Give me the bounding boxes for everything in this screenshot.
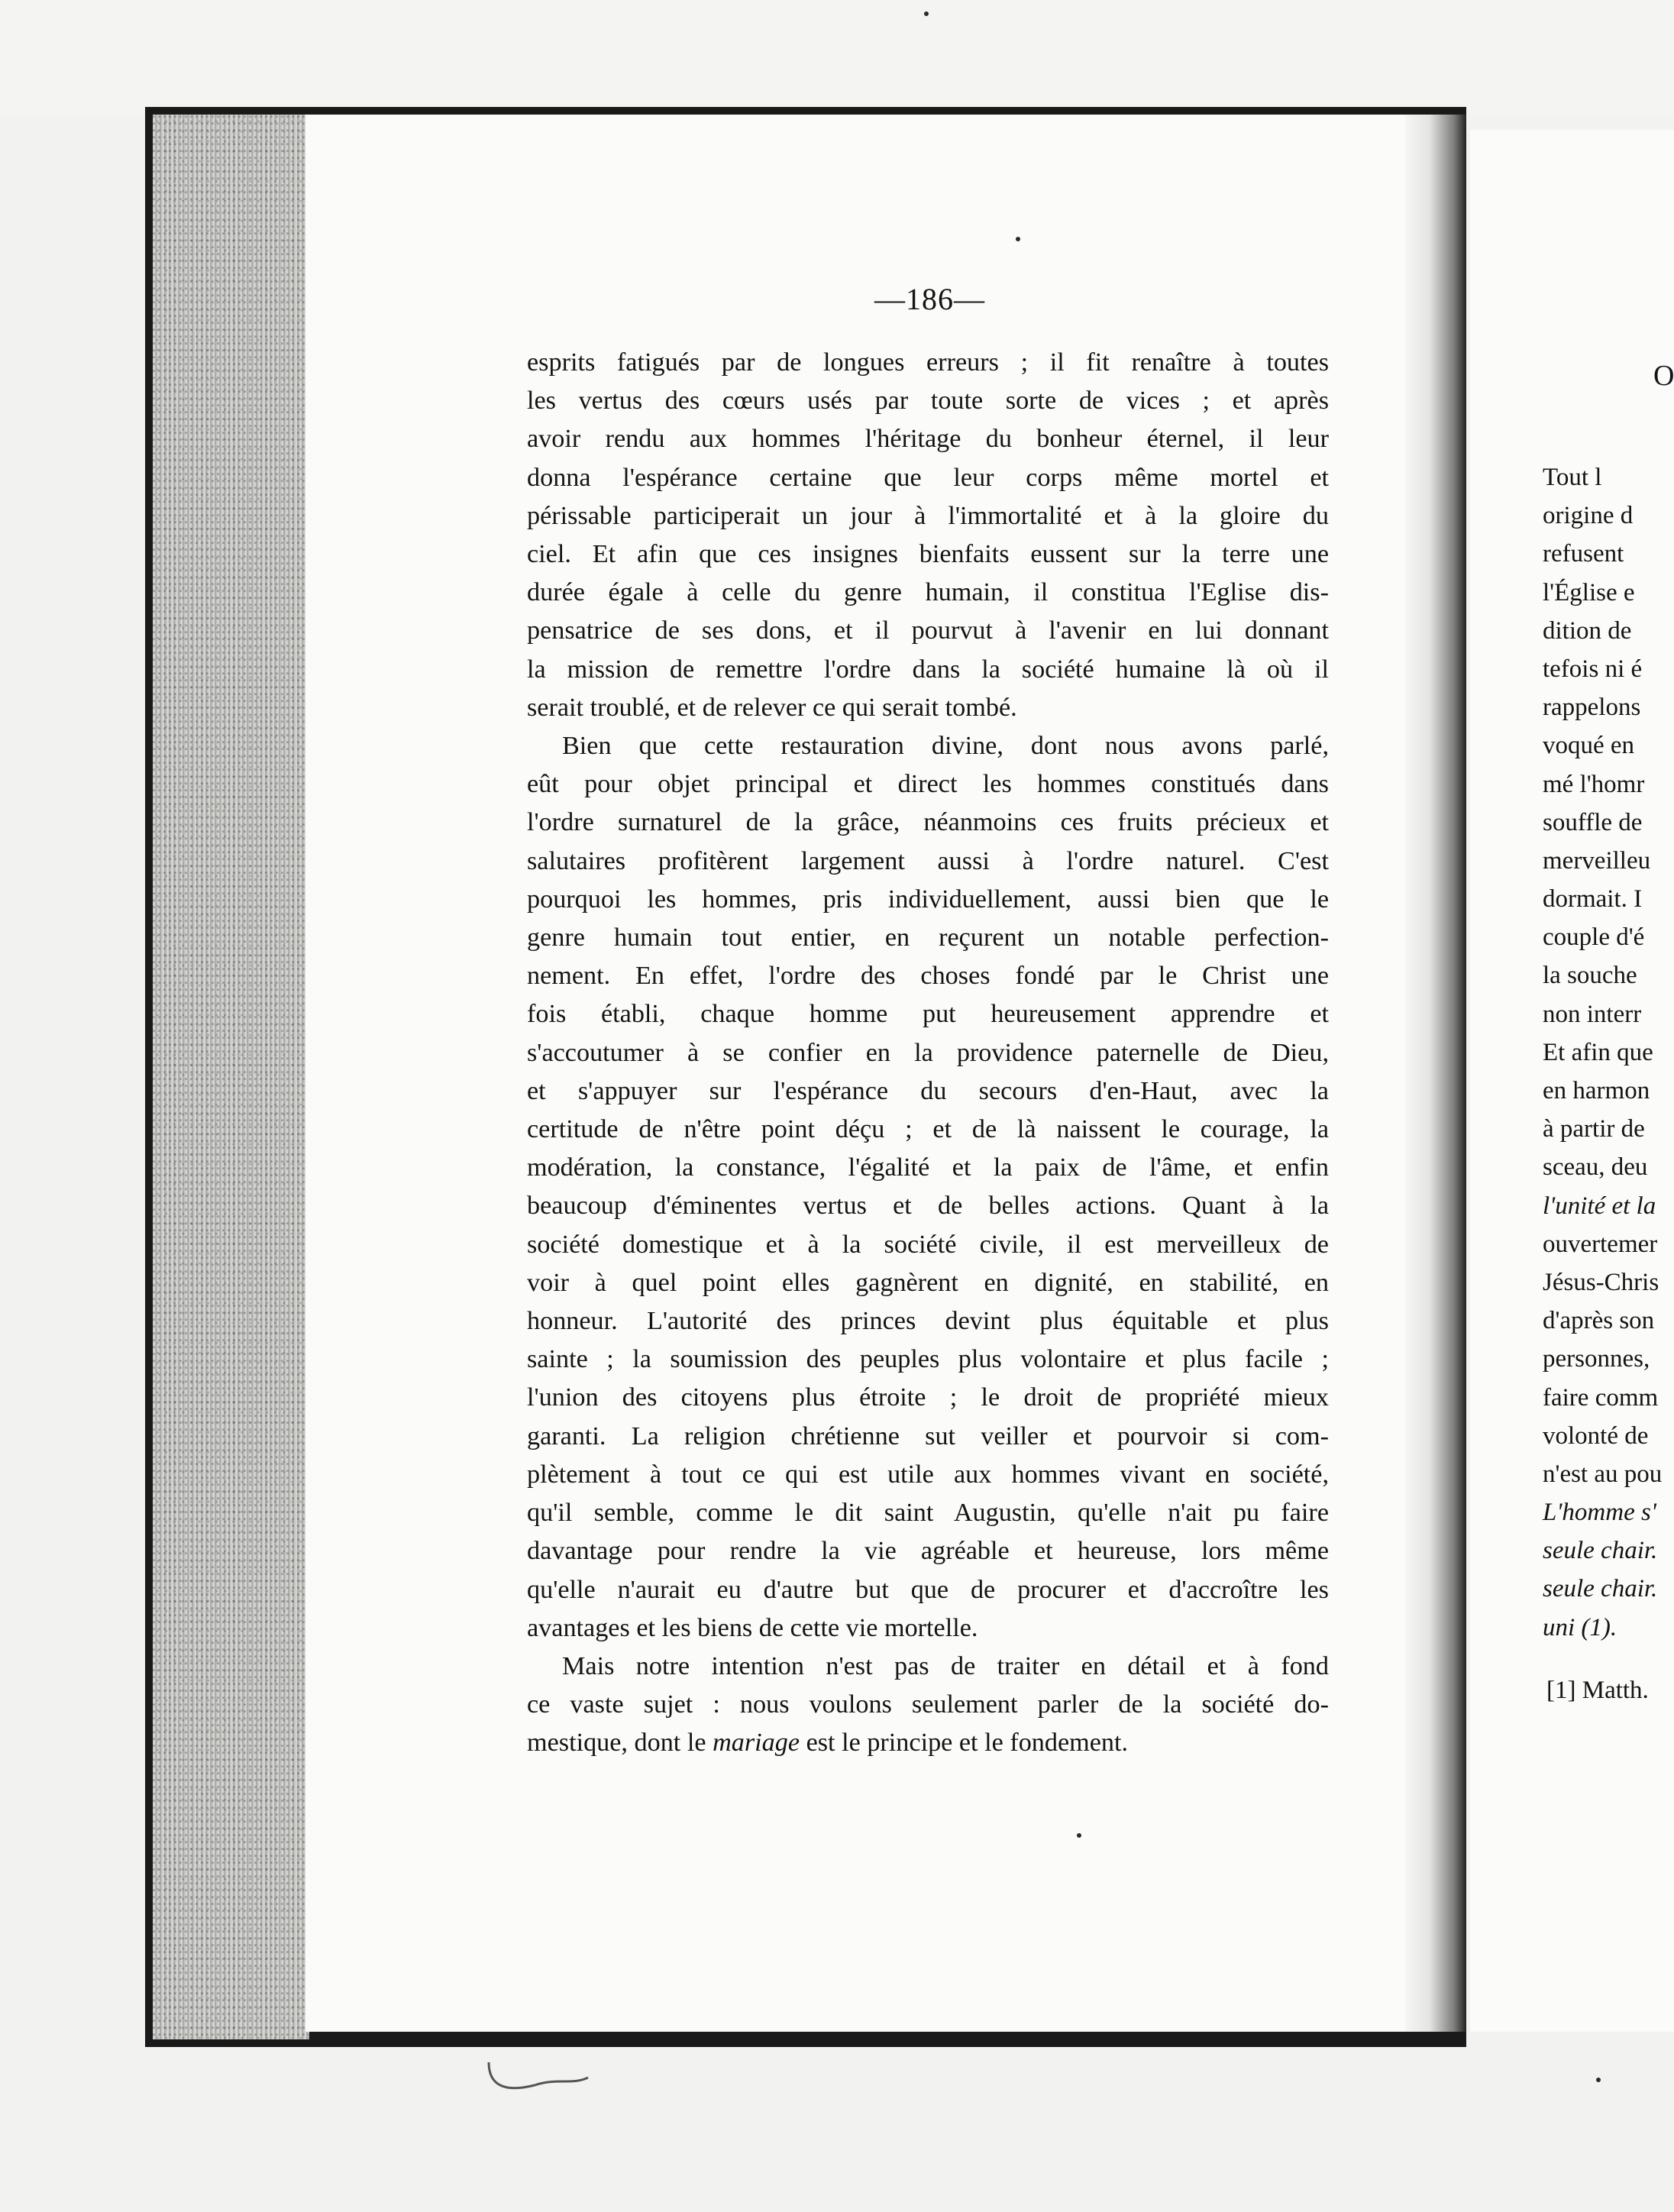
text-line: garanti. La religion chrétienne sut veiller et pourvoir si com- bbox=[527, 1421, 1329, 1450]
text-line: serait troublé, et de relever ce qui serait tombé. bbox=[527, 693, 1017, 722]
book-page-edges bbox=[153, 115, 309, 2039]
right-text-line: mé l'homr bbox=[1543, 770, 1645, 798]
text-line: qu'il semble, comme le dit saint Augustin, qu'elle n'ait pu faire bbox=[527, 1499, 1329, 1528]
text-line: eût pour objet principal et direct les hommes constitués dans bbox=[527, 770, 1329, 799]
text-line: l'union des citoyens plus étroite ; le droit de propriété mieux bbox=[527, 1383, 1329, 1412]
right-text-line: personnes, bbox=[1543, 1345, 1650, 1373]
left-page-lines bbox=[527, 344, 1329, 1724]
right-text-line: Tout l bbox=[1543, 464, 1602, 491]
text-line: périssable participerait un jour à l'immortalité et à la gloire du bbox=[527, 501, 1329, 530]
right-text-line: à partir de bbox=[1543, 1115, 1645, 1143]
text-line: plètement à tout ce qui est utile aux hommes vivant en société, bbox=[527, 1460, 1329, 1489]
right-page-footnote: [1] Matth. bbox=[1546, 1677, 1649, 1704]
text-line: esprits fatigués par de longues erreurs ; il fit renaître à toutes bbox=[527, 348, 1329, 377]
text-line: voir à quel point elles gagnèrent en dignité, en stabilité, en bbox=[527, 1268, 1329, 1297]
right-page-heading: O bbox=[1653, 360, 1674, 392]
text-line: fois établi, chaque homme put heureusement apprendre et bbox=[527, 1000, 1329, 1029]
right-text-line: non interr bbox=[1543, 1000, 1642, 1028]
right-text-line: en harmon bbox=[1543, 1077, 1650, 1104]
text-line: genre humain tout entier, en reçurent un notable perfection- bbox=[527, 923, 1329, 952]
page-number: —186— bbox=[874, 282, 985, 316]
text-line: salutaires profitèrent largement aussi à l'ordre naturel. C'est bbox=[527, 846, 1329, 875]
book-gutter bbox=[1405, 115, 1466, 2032]
right-text-line: tefois ni é bbox=[1543, 655, 1643, 683]
right-text-line: L'homme s' bbox=[1543, 1499, 1656, 1527]
text-line: beaucoup d'éminentes vertus et de belles actions. Quant à la bbox=[527, 1192, 1329, 1221]
text-line: Bien que cette restauration divine, dont nous avons parlé, bbox=[562, 732, 1329, 761]
speck bbox=[924, 11, 929, 16]
right-text-line: couple d'é bbox=[1543, 923, 1645, 952]
right-text-line: l'Église e bbox=[1543, 578, 1635, 606]
text-line: durée égale à celle du genre humain, il constitua l'Eglise dis- bbox=[527, 578, 1329, 607]
right-text-line: n'est au pou bbox=[1543, 1460, 1663, 1488]
text-line: Mais notre intention n'est pas de traiter en détail et à fond bbox=[562, 1651, 1329, 1680]
text-line: société domestique et à la société civile, il est merveilleux de bbox=[527, 1230, 1329, 1259]
right-text-line: l'unité et la bbox=[1543, 1192, 1656, 1220]
italic-word: mariage bbox=[713, 1729, 800, 1758]
speck bbox=[1077, 1833, 1081, 1838]
text-line: ce vaste sujet : nous voulons seulement parler de la société do- bbox=[527, 1690, 1329, 1719]
text-line: sainte ; la soumission des peuples plus volontaire et plus facile ; bbox=[527, 1345, 1329, 1374]
text-line: et s'appuyer sur l'espérance du secours d'en-Haut, avec la bbox=[527, 1076, 1329, 1105]
right-text-line: rappelons bbox=[1543, 694, 1641, 722]
right-text-line: Jésus-Chris bbox=[1543, 1268, 1659, 1296]
text-line: modération, la constance, l'égalité et la paix de l'âme, et enfin bbox=[527, 1153, 1329, 1182]
text-line: donna l'espérance certaine que leur corps même mortel et bbox=[527, 463, 1329, 492]
right-text-line: ouvertemer bbox=[1543, 1230, 1658, 1258]
scan-stroke-marks bbox=[458, 2055, 611, 2100]
right-text-line: dition de bbox=[1543, 616, 1632, 645]
final-line bbox=[527, 1724, 1329, 1762]
right-text-line: seule chair. bbox=[1543, 1537, 1658, 1565]
text-line: certitude de n'être point déçu ; et de là naissent le courage, la bbox=[527, 1115, 1329, 1144]
right-text-line: dormait. I bbox=[1543, 885, 1643, 914]
left-page-body bbox=[527, 344, 1329, 1763]
right-text-line: seule chair. bbox=[1543, 1575, 1658, 1603]
right-text-line: Et afin que bbox=[1543, 1038, 1653, 1066]
text-line: avantages et les biens de cette vie mortelle. bbox=[527, 1613, 978, 1642]
text-line: ciel. Et afin que ces insignes bienfaits eussent sur la terre une bbox=[527, 540, 1329, 569]
text-line: honneur. L'autorité des princes devint plus équitable et plus bbox=[527, 1307, 1329, 1336]
right-text-line: sceau, deu bbox=[1543, 1153, 1648, 1182]
speck bbox=[1016, 237, 1020, 241]
right-text-line: origine d bbox=[1543, 502, 1634, 530]
text-line: davantage pour rendre la vie agréable et heureuse, lors même bbox=[527, 1537, 1329, 1566]
scan-margin-top bbox=[0, 0, 1674, 115]
speck bbox=[1596, 2078, 1601, 2082]
right-text-line: refusent bbox=[1543, 540, 1624, 568]
right-text-line: la souche bbox=[1543, 962, 1637, 990]
text-line: avoir rendu aux hommes l'héritage du bonheur éternel, il leur bbox=[527, 425, 1329, 454]
text-line: s'accoutumer à se confier en la providence paternelle de Dieu, bbox=[527, 1038, 1329, 1067]
final-line-end: est le principe et le fondement. bbox=[800, 1729, 1129, 1758]
text-line: pourquoi les hommes, pris individuellement, aussi bien que le bbox=[527, 884, 1329, 914]
right-page-lines bbox=[1543, 458, 1674, 1647]
text-line: les vertus des cœurs usés par toute sorte de vices ; et après bbox=[527, 386, 1329, 416]
right-text-line: volonté de bbox=[1543, 1421, 1649, 1450]
text-line: nement. En effet, l'ordre des choses fondé par le Christ une bbox=[527, 962, 1329, 991]
text-line: qu'elle n'aurait eu d'autre but que de procurer et d'accroître les bbox=[527, 1575, 1329, 1604]
final-line-start: mestique, dont le bbox=[527, 1729, 713, 1758]
right-text-line: souffle de bbox=[1543, 808, 1643, 836]
right-text-line: merveilleu bbox=[1543, 846, 1651, 875]
right-text-line: faire comm bbox=[1543, 1383, 1659, 1412]
right-text-line: uni (1). bbox=[1543, 1613, 1617, 1641]
text-line: pensatrice de ses dons, et il pourvut à l'avenir en lui donnant bbox=[527, 616, 1329, 645]
text-line: la mission de remettre l'ordre dans la société humaine là où il bbox=[527, 655, 1329, 684]
right-text-line: voqué en bbox=[1543, 732, 1635, 760]
text-line: l'ordre surnaturel de la grâce, néanmoins ces fruits précieux et bbox=[527, 808, 1329, 837]
right-text-line: d'après son bbox=[1543, 1307, 1655, 1335]
